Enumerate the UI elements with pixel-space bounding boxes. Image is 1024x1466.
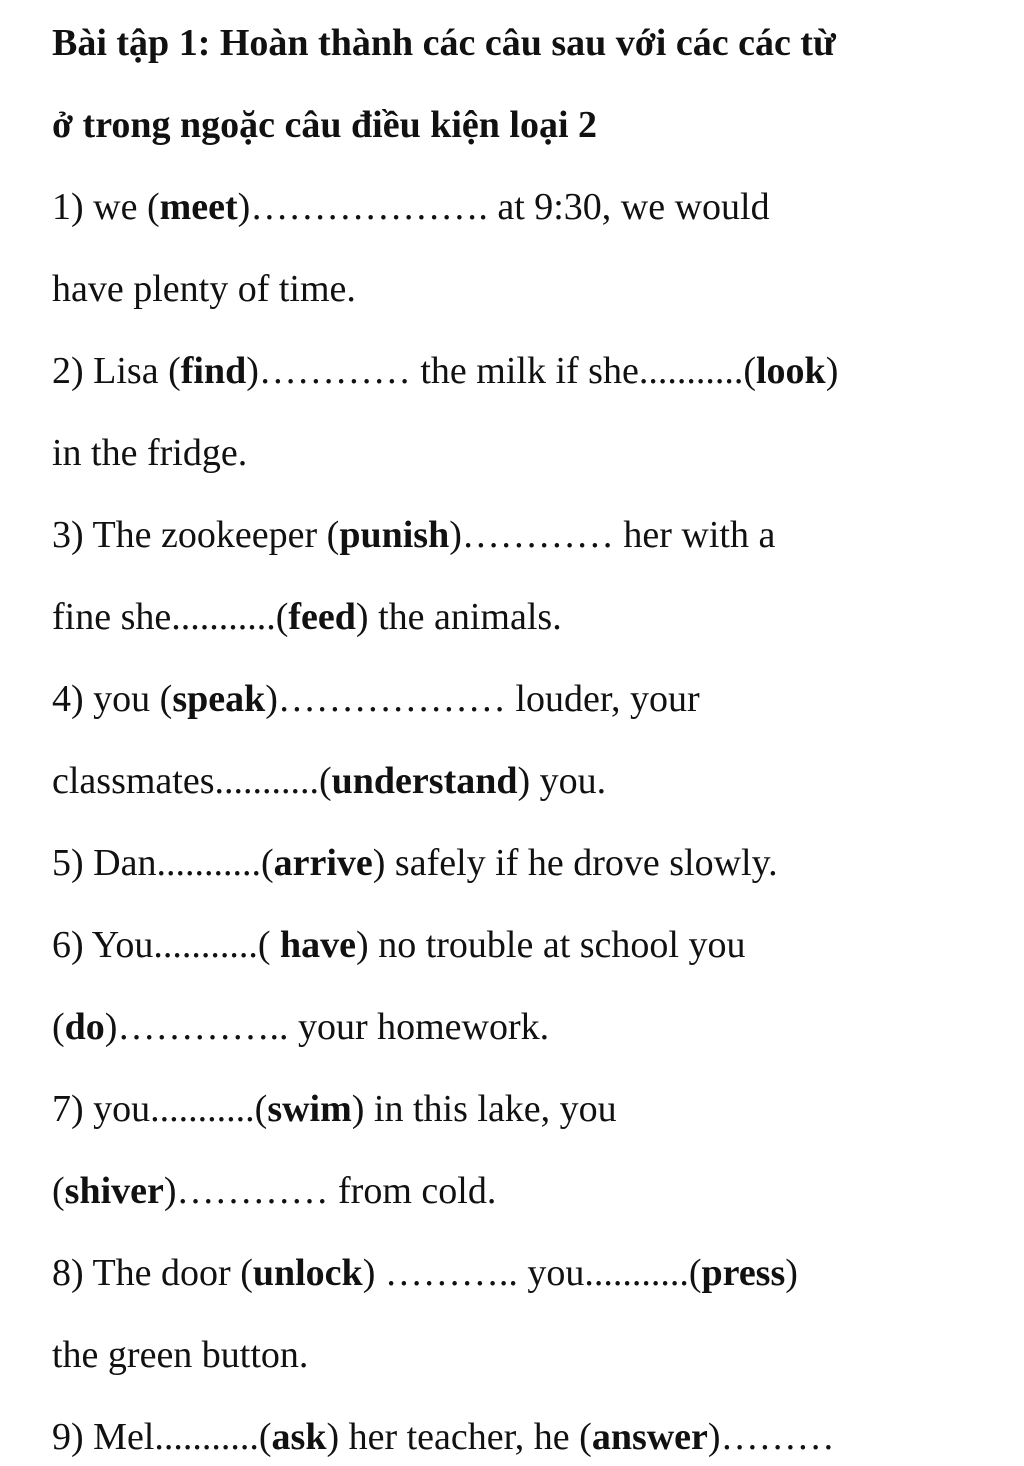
- verb-unlock: unlock: [252, 1252, 363, 1294]
- verb-do: do: [64, 1006, 105, 1048]
- verb-punish: punish: [339, 514, 450, 556]
- question-8-line-2: the green button.: [52, 1334, 309, 1376]
- verb-swim: swim: [267, 1088, 352, 1130]
- question-3-line-1: 3) The zookeeper (punish)………… her with a: [52, 514, 776, 556]
- exercise-title-line-1: Bài tập 1: Hoàn thành các câu sau với các các từ: [52, 22, 836, 64]
- question-1-line-2: have plenty of time.: [52, 268, 356, 310]
- verb-feed: feed: [288, 596, 356, 638]
- question-6-line-2: (do)………….. your homework.: [52, 1006, 550, 1048]
- verb-look: look: [756, 350, 826, 392]
- verb-have: have: [280, 924, 357, 966]
- verb-find: find: [180, 350, 247, 392]
- verb-shiver: shiver: [64, 1170, 164, 1212]
- verb-understand: understand: [331, 760, 518, 802]
- question-5-line-1: 5) Dan...........(arrive) safely if he drove slowly.: [52, 842, 778, 884]
- question-2-line-2: in the fridge.: [52, 432, 248, 474]
- question-4-line-2: classmates...........(understand) you.: [52, 760, 607, 802]
- question-4-line-1: 4) you (speak)……………… louder, your: [52, 678, 700, 720]
- verb-ask: ask: [271, 1416, 327, 1458]
- question-2-line-1: 2) Lisa (find)………… the milk if she...........(look): [52, 350, 839, 392]
- question-8-line-1: 8) The door (unlock) ……….. you...........(press): [52, 1252, 798, 1294]
- verb-meet: meet: [159, 186, 238, 228]
- question-3-line-2: fine she...........(feed) the animals.: [52, 596, 562, 638]
- question-9-line-1: 9) Mel...........(ask) her teacher, he (answer)………: [52, 1416, 835, 1458]
- question-7-line-2: (shiver)………… from cold.: [52, 1170, 497, 1212]
- question-1-line-1: 1) we (meet)………………. at 9:30, we would: [52, 186, 770, 228]
- exercise-title-line-2: ở trong ngoặc câu điều kiện loại 2: [52, 104, 598, 146]
- question-6-line-1: 6) You...........( have) no trouble at school you: [52, 924, 746, 966]
- verb-press: press: [701, 1252, 786, 1294]
- verb-speak: speak: [172, 678, 266, 720]
- verb-answer: answer: [591, 1416, 708, 1458]
- verb-arrive: arrive: [273, 842, 373, 884]
- question-7-line-1: 7) you...........(swim) in this lake, you: [52, 1088, 617, 1130]
